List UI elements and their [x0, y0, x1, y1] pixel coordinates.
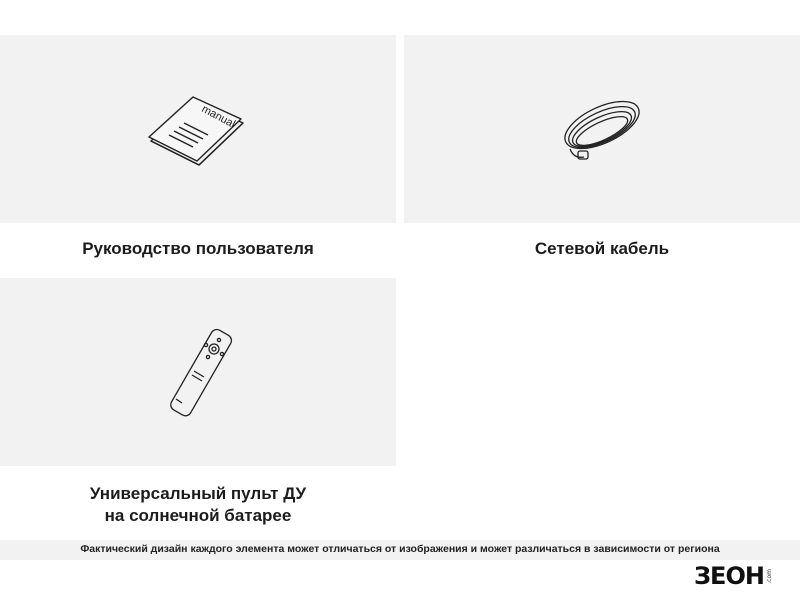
remote-tile [0, 278, 396, 466]
remote-caption [0, 483, 396, 527]
remote-caption-line1: Универсальный пульт ДУ [89, 484, 307, 503]
cable-tile [404, 35, 800, 223]
zeon-logo [694, 561, 784, 591]
manual-caption: Руководство пользователя [82, 239, 314, 258]
manual-booklet-icon [143, 89, 253, 169]
manual-tile [0, 35, 396, 223]
remote-caption-line2: на солнечной батарее [104, 506, 292, 525]
solar-remote-icon [148, 327, 248, 417]
cable-caption: Сетевой кабель [534, 239, 670, 258]
logo-sub: .com [765, 568, 773, 584]
manual-cover-text: manual [199, 103, 238, 131]
logo-text: ЗЕОН [694, 562, 764, 590]
disclaimer-text: Фактический дизайн каждого элемента может отличаться от изображения и может различаться в зависимости от региона [80, 543, 720, 555]
power-cable-icon [552, 89, 652, 169]
